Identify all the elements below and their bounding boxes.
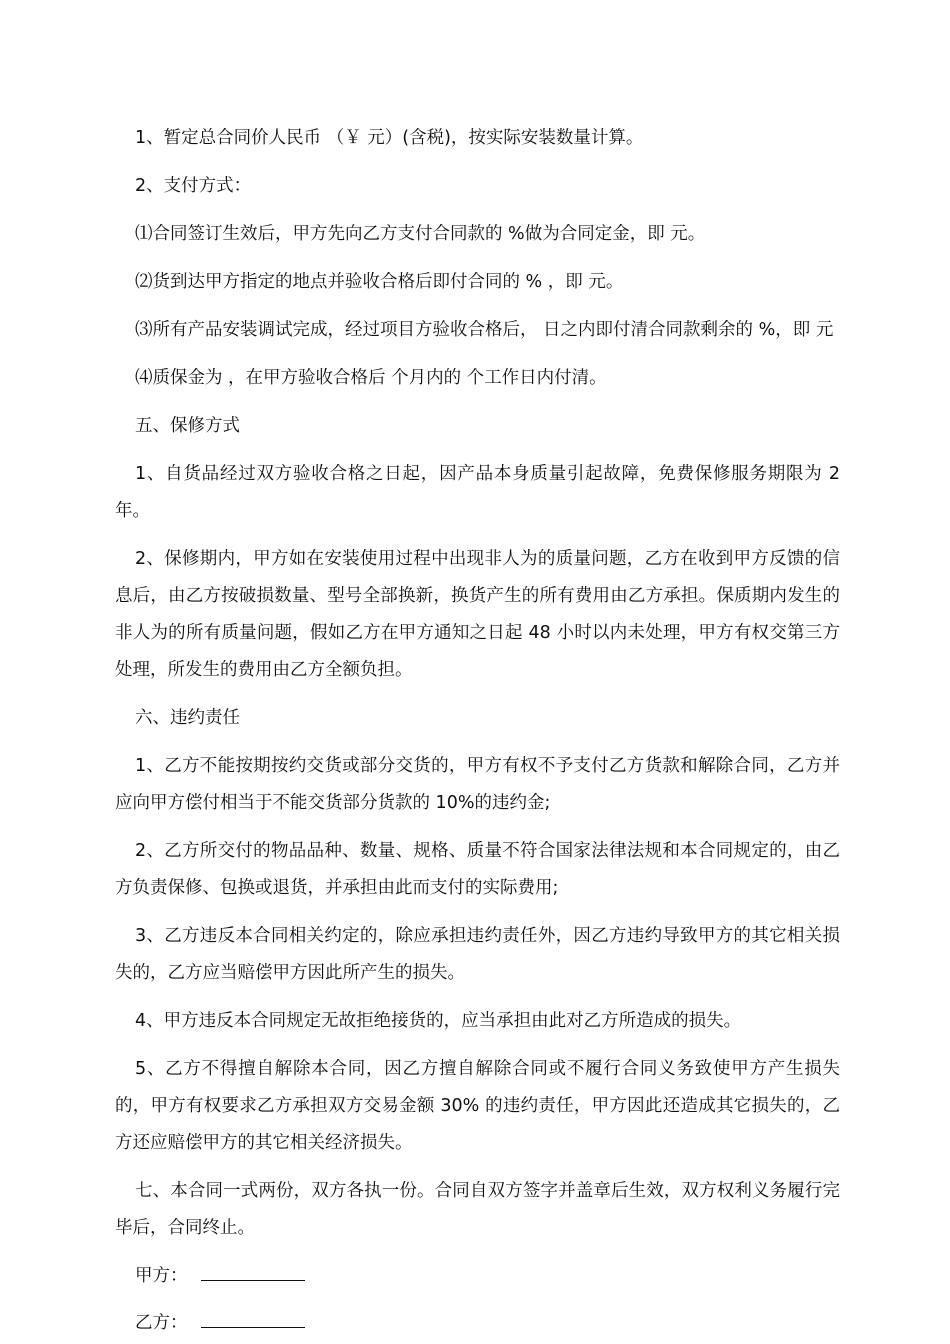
clause-payment-method-heading: 2、支付方式： xyxy=(135,176,252,196)
party-a-signature xyxy=(115,1258,840,1295)
clause-liability-refusal: 4、甲方违反本合同规定无故拒绝接货的，应当承担由此对乙方所造成的损失。 xyxy=(135,1011,742,1031)
section-contract-copies: 七、本合同一式两份，双方各执一份。合同自双方签字并盖章后生效，双方权利义务履行完毕后，合同终止。 xyxy=(115,1181,840,1238)
clause-payment-acceptance: ⑶所有产品安装调试完成，经过项目方验收合格后， 日之内即付清合同款剩余的 %，即 元 xyxy=(135,320,834,340)
clause-payment-deposit: ⑴合同签订生效后，甲方先向乙方支付合同款的 %做为合同定金，即 元。 xyxy=(135,224,706,244)
party-b-signature xyxy=(115,1305,840,1342)
clause-liability-breach: 3、乙方违反本合同相关约定的，除应承担违约责任外，因乙方违约导致甲方的其它相关损失的，乙方应当赔偿甲方因此所产生的损失。 xyxy=(115,926,840,983)
clause-liability-nonconforming: 2、乙方所交付的物品品种、数量、规格、质量不符合国家法律法规和本合同规定的，由乙方负责保修、包换或退货，并承担由此而支付的实际费用; xyxy=(115,841,840,898)
clause-total-price: 1、暂定总合同价人民币 （￥ 元）(含税)，按实际安装数量计算。 xyxy=(135,128,644,148)
party-a-label: 甲方： xyxy=(135,1266,188,1286)
clause-liability-termination: 5、乙方不得擅自解除本合同，因乙方擅自解除合同或不履行合同义务致使甲方产生损失的，甲方有权要求乙方承担双方交易金额 30% 的违约责任，甲方因此还造成其它损失的，乙方还应赔偿甲方的其它相关经济损失。 xyxy=(115,1059,840,1153)
contract-body xyxy=(115,120,840,1342)
party-a-signature-blank[interactable] xyxy=(201,1258,305,1281)
section-heading-liability: 六、违约责任 xyxy=(135,708,240,728)
party-b-signature-blank[interactable] xyxy=(201,1305,305,1328)
clause-warranty-replacement: 2、保修期内，甲方如在安装使用过程中出现非人为的质量问题，乙方在收到甲方反馈的信息后，由乙方按破损数量、型号全部换新，换货产生的所有费用由乙方承担。保质期内发生的非人为的所有质量问题，假如乙方在甲方通知之日起 48 小时以内未处理，甲方有权交第三方处理，所发生的费用由乙方全额负担。 xyxy=(115,549,840,680)
section-heading-warranty: 五、保修方式 xyxy=(135,416,240,436)
clause-liability-late-delivery: 1、乙方不能按期按约交货或部分交货的，甲方有权不予支付乙方货款和解除合同，乙方并应向甲方偿付相当于不能交货部分货款的 10%的违约金; xyxy=(115,756,840,813)
clause-warranty-period: 1、自货品经过双方验收合格之日起，因产品本身质量引起故障，免费保修服务期限为 2 年。 xyxy=(115,464,840,521)
clause-payment-delivery: ⑵货到达甲方指定的地点并验收合格后即付合同的 % ，即 元。 xyxy=(135,272,624,292)
clause-payment-retention: ⑷质保金为 ，在甲方验收合格后 个月内的 个工作日内付清。 xyxy=(135,368,607,388)
party-b-label: 乙方： xyxy=(135,1313,188,1333)
